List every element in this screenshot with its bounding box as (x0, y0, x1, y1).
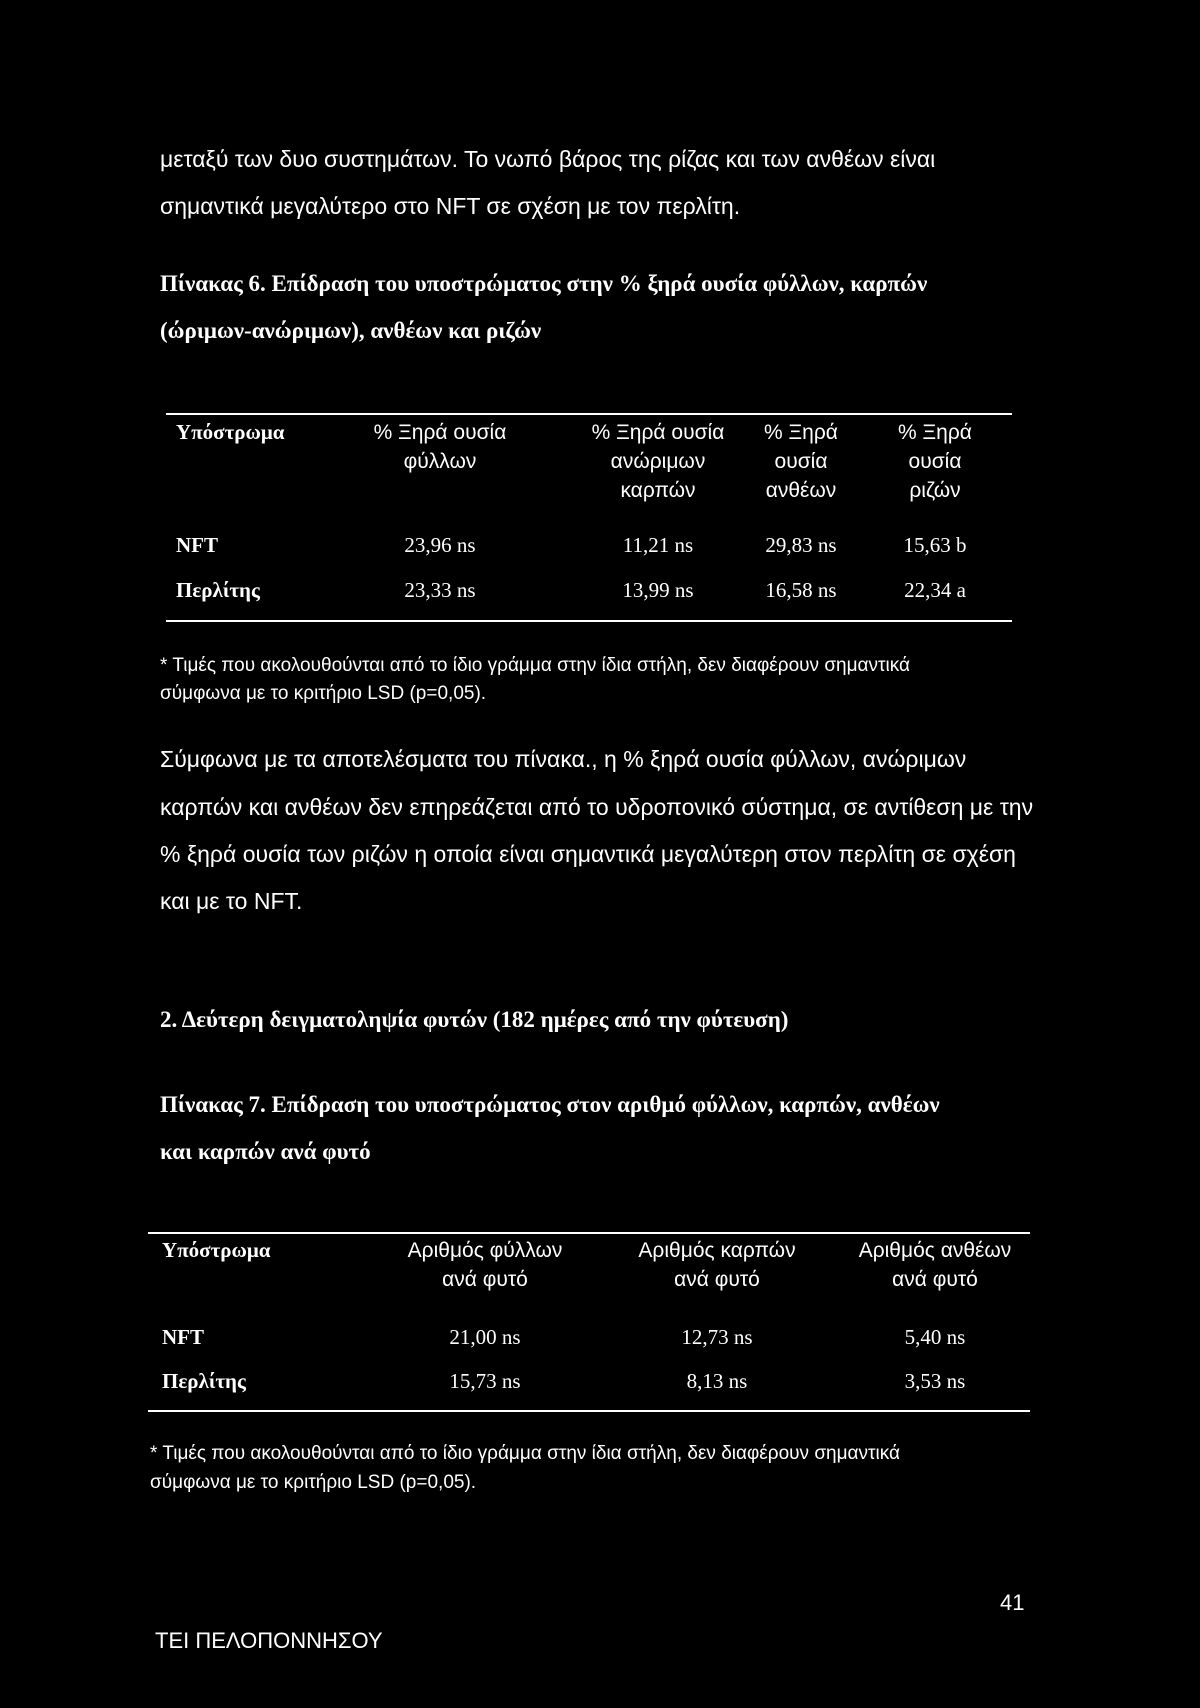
table6-caption-line-1: Πίνακας 6. Επίδραση του υποστρώματος στην % ξηρά ουσία φύλλων, καρπών (160, 271, 928, 296)
intro-line-2: σημαντικά μεγαλύτερο στο NFT σε σχέση με τον περλίτη. (160, 193, 741, 219)
table7-row-nft-leaves: 21,00 ns (449, 1325, 521, 1349)
paragraph-line-4: και με το NFT. (160, 888, 303, 914)
table6-row-nft-flower: 29,83 ns (765, 533, 837, 557)
table6-row-perlite-label: Περλίτης (176, 578, 260, 602)
table7-row-perlite-leaves: 15,73 ns (449, 1369, 521, 1393)
table7-row-nft-flowers: 5,40 ns (904, 1325, 966, 1349)
table7-caption-line-2: και καρπών ανά φυτό (160, 1139, 371, 1164)
table6-row-perlite-leaf: 23,33 ns (404, 578, 476, 602)
paragraph-line-2: καρπών και ανθέων δεν επηρεάζεται από το υδροπονικό σύστημα, σε αντίθεση με την (160, 794, 1034, 820)
footer-institution: ΤΕΙ ΠΕΛΟΠΟΝΝΗΣΟΥ (155, 1628, 383, 1653)
table7-row-perlite-label: Περλίτης (162, 1369, 246, 1393)
paragraph-line-3: % ξηρά ουσία των ριζών η οποία είναι σημαντικά μεγαλύτερη στον περλίτη σε σχέση (160, 841, 1016, 867)
table7-header-substrate: Υπόστρωμα (162, 1238, 271, 1262)
table6-note-line-2: σύμφωνα με το κριτήριο LSD (p=0,05). (160, 683, 487, 704)
table6-row-nft-fruit: 11,21 ns (622, 533, 694, 557)
page-number: 41 (1000, 1590, 1025, 1615)
table6-row-nft-root: 15,63 b (903, 533, 967, 557)
table7-row-perlite-fruits: 8,13 ns (686, 1369, 748, 1393)
table6-row-nft-leaf: 23,96 ns (404, 533, 476, 557)
table7-header-leaves: Αριθμός φύλλων ανά φυτό (407, 1239, 563, 1291)
table7-header-flowers: Αριθμός ανθέων ανά φυτό (858, 1239, 1012, 1291)
paragraph-line-1: Σύμφωνα με τα αποτελέσματα του πίνακα., η % ξηρά ουσία φύλλων, ανώριμων (160, 746, 967, 772)
table6-header-flower-dm: % Ξηρά ουσία ανθέων (764, 421, 838, 502)
table6-bottom-rule (166, 620, 1012, 622)
intro-line-1: μεταξύ των δυο συστημάτων. Το νωπό βάρος της ρίζας και των ανθέων είναι (160, 146, 936, 172)
table6-top-rule (166, 413, 1012, 415)
table7-bottom-rule (148, 1410, 1030, 1412)
table6-row-nft-label: NFT (176, 533, 218, 557)
table6-row-perlite-root: 22,34 a (904, 578, 966, 602)
table7-row-nft-fruits: 12,73 ns (681, 1325, 753, 1349)
section-heading: 2. Δεύτερη δειγματοληψία φυτών (182 ημέρες από την φύτευση) (160, 1007, 789, 1032)
table7-row-perlite-flowers: 3,53 ns (904, 1369, 966, 1393)
table7-row-nft-label: NFT (162, 1325, 204, 1349)
table7-caption-line-1: Πίνακας 7. Επίδραση του υποστρώματος στον αριθμό φύλλων, καρπών, ανθέων (160, 1092, 940, 1117)
table7-note-line-1: * Τιμές που ακολουθούνται από το ίδιο γράμμα στην ίδια στήλη, δεν διαφέρουν σημαντικά (150, 1443, 901, 1464)
table6-caption-line-2: (ώριμων-ανώριμων), ανθέων και ριζών (160, 318, 542, 343)
table6-header-root-dm: % Ξηρά ουσία ριζών (898, 421, 972, 502)
table6-header-substrate: Υπόστρωμα (176, 420, 285, 444)
table7-note-line-2: σύμφωνα με το κριτήριο LSD (p=0,05). (150, 1472, 477, 1493)
table6-note-line-1: * Τιμές που ακολουθούνται από το ίδιο γράμμα στην ίδια στήλη, δεν διαφέρουν σημαντικά (160, 655, 911, 676)
table7-header-fruits: Αριθμός καρπών ανά φυτό (638, 1239, 796, 1291)
table6-row-perlite-fruit: 13,99 ns (622, 578, 694, 602)
table6-row-perlite-flower: 16,58 ns (765, 578, 837, 602)
table6-header-immature-fruit-dm: % Ξηρά ουσία ανώριμων καρπών (591, 421, 725, 502)
table6-header-leaf-dm: % Ξηρά ουσία φύλλων (373, 421, 507, 473)
table7-top-rule (148, 1232, 1030, 1234)
